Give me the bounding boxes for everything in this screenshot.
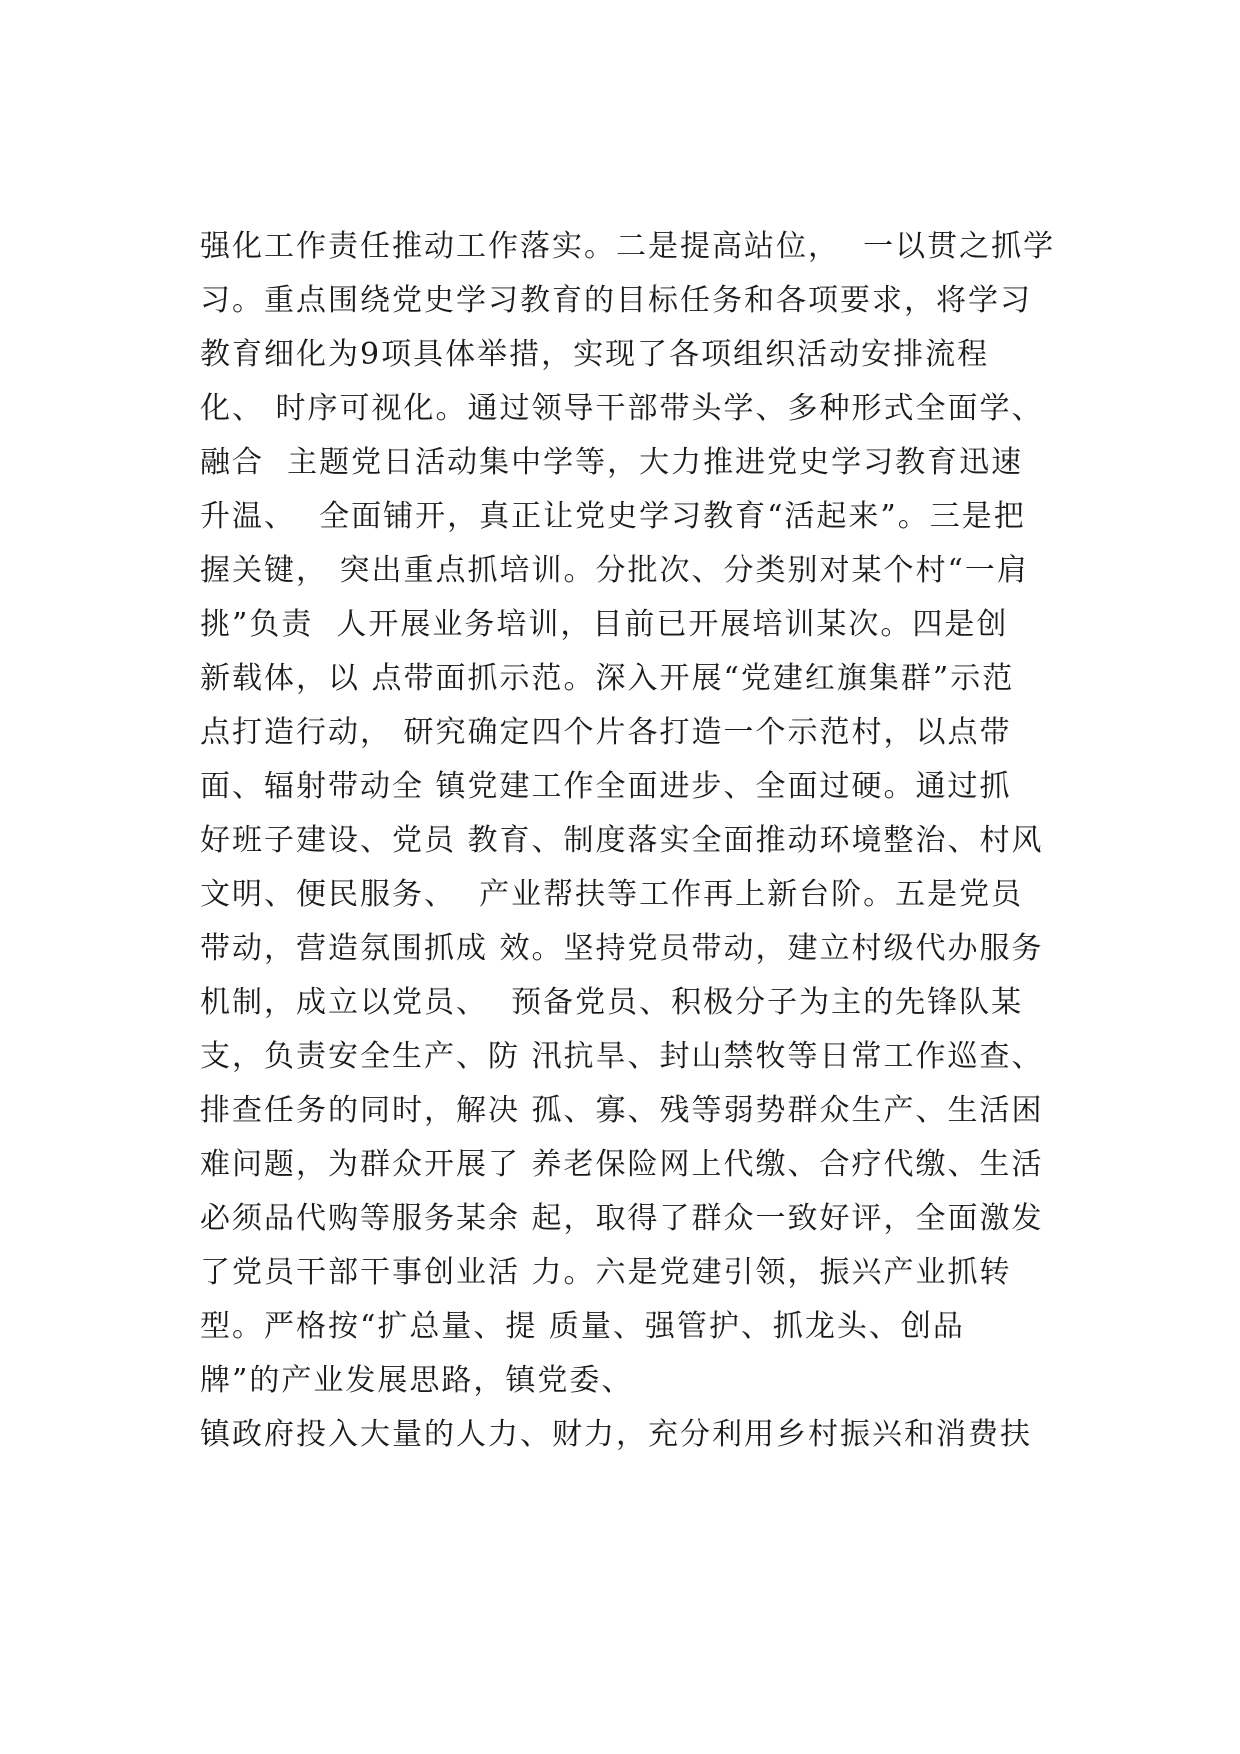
text-line: 支，负责安全生产、防 汛抗旱、封山禁牧等日常工作巡查、	[200, 1039, 1044, 1074]
text-line: 升温、 全面铺开，真正让党史学习教育“活起来”。三是把	[200, 499, 1026, 534]
text-line: 教育细化为9项具体举措，实现了各项组织活动安排流程	[200, 337, 990, 372]
text-line: 牌”的产业发展思路，镇党委、	[200, 1363, 634, 1398]
text-line: 握关键， 突出重点抓培训。分批次、分类别对某个村“一肩	[200, 553, 1029, 588]
text-line: 强化工作责任推动工作落实。二是提高站位， 一以贯之抓学	[200, 229, 1056, 264]
text-line: 点打造行动， 研究确定四个片各打造一个示范村，以点带	[200, 715, 1012, 750]
text-line: 带动，营造氛围抓成 效。坚持党员带动，建立村级代办服务	[200, 931, 1044, 966]
text-line: 化、 时序可视化。通过领导干部带头学、多种形式全面学、	[200, 391, 1044, 426]
text-line: 型。严格按“扩总量、提 质量、强管护、抓龙头、创品	[200, 1309, 965, 1344]
text-line: 镇政府投入大量的人力、财力，充分利用乡村振兴和消费扶	[200, 1417, 1032, 1452]
text-line: 机制，成立以党员、 预备党员、积极分子为主的先锋队某	[200, 985, 1024, 1020]
text-line: 文明、便民服务、 产业帮扶等工作再上新台阶。五是党员	[200, 877, 1024, 912]
text-line: 好班子建设、党员 教育、制度落实全面推动环境整治、村风	[200, 823, 1044, 858]
text-line: 了党员干部干事创业活 力。六是党建引领，振兴产业抓转	[200, 1255, 1012, 1290]
text-line: 难问题，为群众开展了 养老保险网上代缴、合疗代缴、生活	[200, 1147, 1044, 1182]
text-line: 新载体，以 点带面抓示范。深入开展“党建红旗集群”示范	[200, 661, 1015, 696]
body-text	[200, 220, 1100, 1462]
text-line: 挑”负责 人开展业务培训，目前已开展培训某次。四是创	[200, 607, 1009, 642]
text-line: 融合 主题党日活动集中学等，大力推进党史学习教育迅速	[200, 445, 1024, 480]
text-line: 必须品代购等服务某余 起，取得了群众一致好评，全面激发	[200, 1201, 1044, 1236]
text-line: 习。重点围绕党史学习教育的目标任务和各项要求，将学习	[200, 283, 1032, 318]
text-line: 排查任务的同时，解决 孤、寡、残等弱势群众生产、生活困	[200, 1093, 1044, 1128]
text-line: 面、辐射带动全 镇党建工作全面进步、全面过硬。通过抓	[200, 769, 1012, 804]
